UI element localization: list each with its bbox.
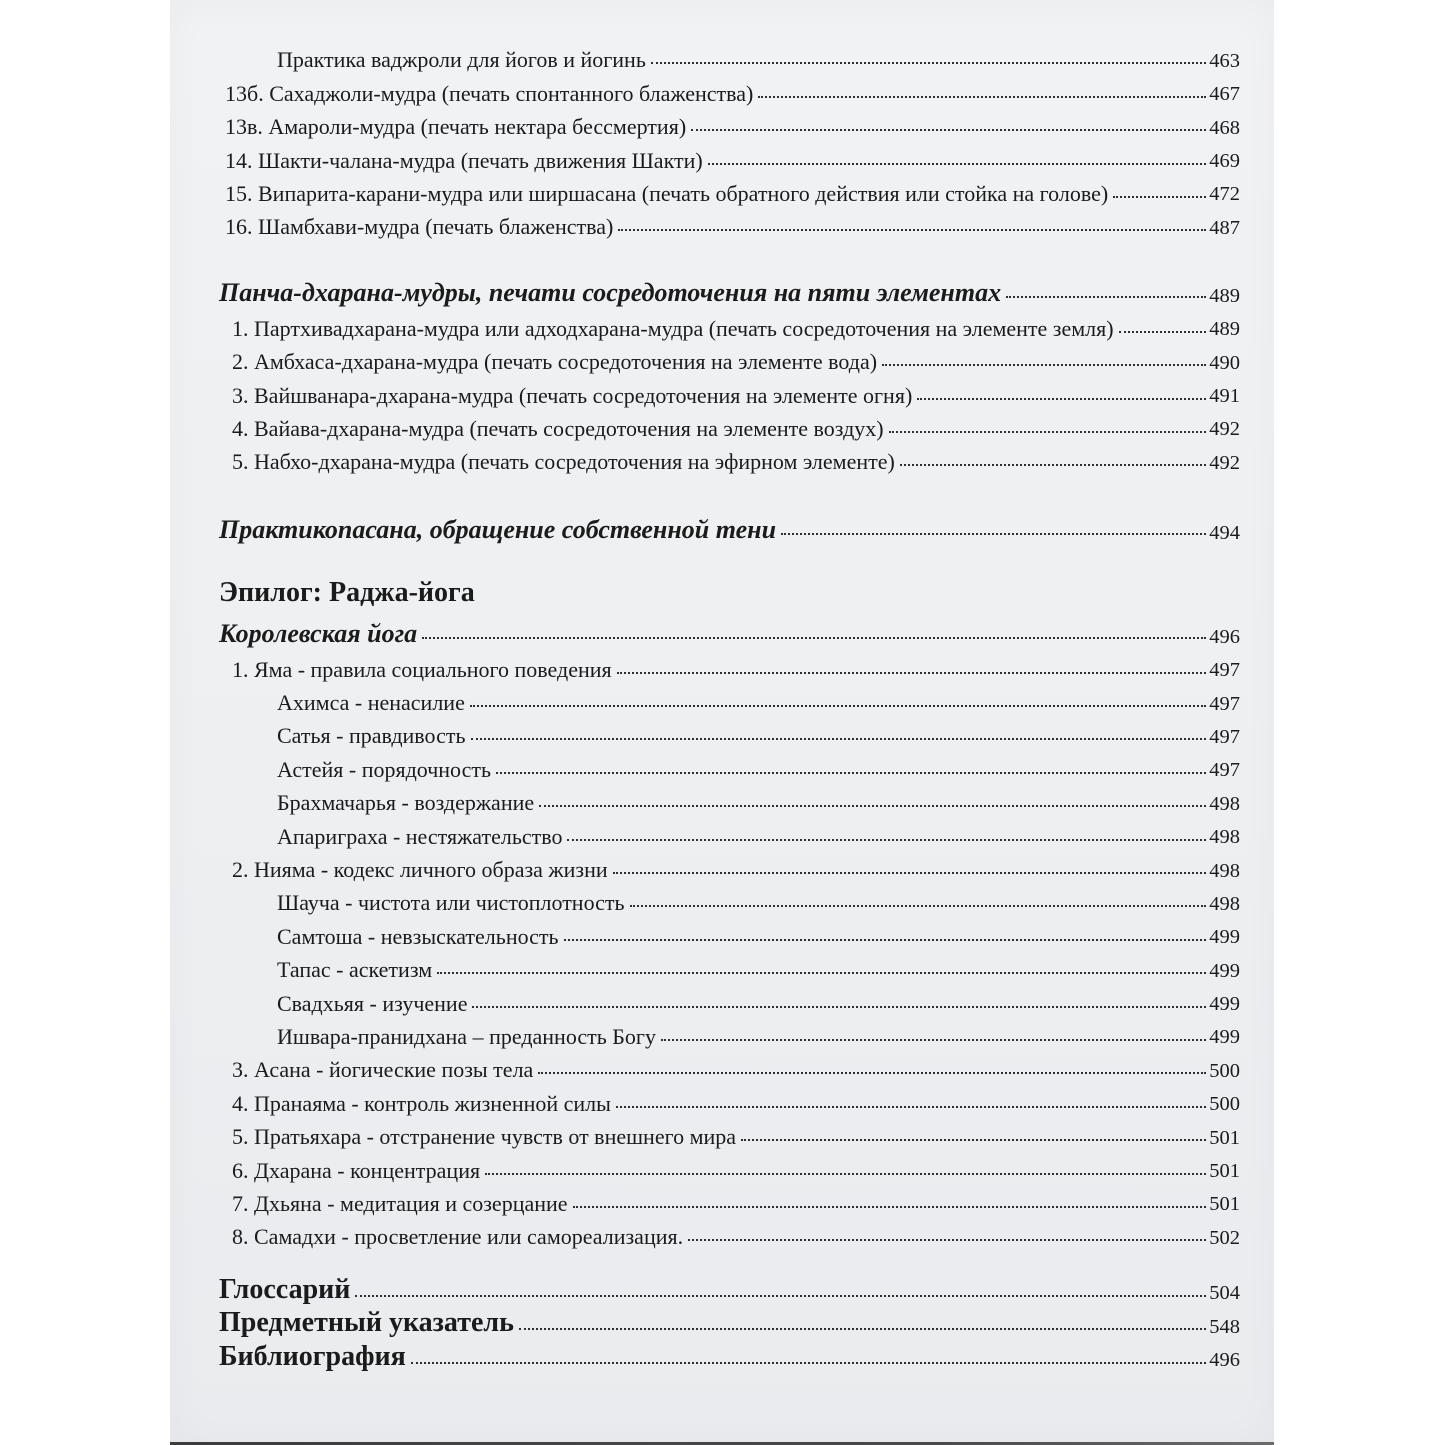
toc-page-number: 501	[1209, 1160, 1240, 1183]
toc-page-number: 499	[1209, 993, 1240, 1016]
toc-entry-label: Апариграха - нестяжательство	[277, 823, 563, 849]
toc-entry-label: 13в. Амароли-мудра (печать нектара бессмертия)	[225, 114, 687, 140]
toc-page-number: 489	[1209, 318, 1240, 341]
toc-row	[219, 306, 1240, 339]
toc-heading-label: Предметный указатель	[219, 1307, 514, 1339]
toc-row	[219, 848, 1240, 881]
toc-entry-label: 8. Самадхи - просветление или самореализация.	[232, 1224, 684, 1250]
dot-leader	[564, 939, 1207, 941]
toc-row	[219, 38, 1240, 71]
toc-entry-label: Тапас - аскетизм	[277, 957, 433, 983]
spacer	[219, 1248, 1240, 1270]
dot-leader	[651, 62, 1206, 64]
toc-entry-label: 13б. Сахаджоли-мудра (печать спонтанного блаженства)	[225, 80, 754, 106]
toc-backmatter-heading	[219, 1304, 1240, 1338]
toc-backmatter-heading	[219, 1270, 1240, 1304]
toc-entry-label: 7. Дхьяна - медитация и созерцание	[232, 1190, 568, 1216]
toc-heading-label: Практикопасана, обращение собственной тени	[219, 515, 777, 545]
dot-leader	[538, 1072, 1206, 1074]
toc-section-heading	[219, 607, 1240, 647]
toc-entry-label: 5. Набхо-дхарана-мудра (печать сосредоточения на эфирном элементе)	[232, 449, 895, 475]
toc-page-number: 497	[1209, 725, 1240, 748]
dot-leader	[422, 637, 1206, 639]
toc-entry-label: 3. Вайшванара-дхарана-мудра (печать сосредоточения на элементе огня)	[232, 382, 913, 408]
toc-row	[219, 1048, 1240, 1081]
table-of-contents	[219, 38, 1240, 1371]
toc-entry-label: Ахимса - ненасилие	[277, 690, 465, 716]
dot-leader	[781, 533, 1206, 535]
toc-entry-label: Самтоша - невзыскательность	[277, 923, 559, 949]
dot-leader	[616, 1106, 1206, 1108]
toc-page-number: 496	[1209, 1349, 1240, 1372]
dot-leader	[882, 364, 1206, 366]
dot-leader	[519, 1328, 1206, 1330]
toc-section-heading	[219, 264, 1240, 306]
toc-entry-label: 1. Партхивадхарана-мудра или адходхарана-мудра (печать сосредоточения на элементе земля)	[232, 315, 1114, 341]
toc-page-number: 497	[1209, 759, 1240, 782]
toc-row	[219, 1148, 1240, 1181]
toc-row	[219, 205, 1240, 238]
dot-leader	[630, 905, 1207, 907]
dot-leader	[411, 1362, 1207, 1364]
toc-row	[219, 814, 1240, 847]
dot-leader	[708, 163, 1207, 165]
toc-page-number: 467	[1209, 83, 1240, 106]
toc-row	[219, 948, 1240, 981]
dot-leader	[900, 464, 1206, 466]
toc-page-number: 548	[1209, 1315, 1240, 1338]
dot-leader	[437, 972, 1206, 974]
toc-heading-label: Глоссарий	[219, 1273, 351, 1305]
toc-entry-label: 2. Амбхаса-дхарана-мудра (печать сосредоточения на элементе вода)	[232, 349, 878, 375]
toc-row	[219, 172, 1240, 205]
toc-page-number: 499	[1209, 926, 1240, 949]
toc-entry-label: 6. Дхарана - концентрация	[232, 1157, 481, 1183]
toc-heading-label: Панча-дхарана-мудры, печати сосредоточения на пяти элементах	[219, 278, 1002, 308]
toc-epilogue-heading	[219, 563, 1240, 607]
dot-leader	[1119, 331, 1207, 333]
dot-leader	[573, 1206, 1207, 1208]
toc-entry-label: Ишвара-пранидхана – преданность Богу	[277, 1023, 656, 1049]
toc-page-number: 500	[1209, 1059, 1240, 1082]
toc-row	[219, 105, 1240, 138]
toc-entry-label: Брахмачарья - воздержание	[277, 790, 535, 816]
dot-leader	[1113, 196, 1206, 198]
toc-row	[219, 714, 1240, 747]
toc-page-number: 498	[1209, 859, 1240, 882]
toc-page-number: 498	[1209, 826, 1240, 849]
toc-row	[219, 647, 1240, 680]
dot-leader	[567, 839, 1206, 841]
dot-leader	[691, 129, 1206, 131]
toc-entry-label: 3. Асана - йогические позы тела	[232, 1057, 534, 1083]
dot-leader	[613, 872, 1207, 874]
dot-leader	[917, 398, 1206, 400]
toc-page-number: 494	[1209, 521, 1240, 544]
dot-leader	[471, 738, 1207, 740]
spacer	[219, 543, 1240, 563]
toc-row	[219, 407, 1240, 440]
toc-row	[219, 1081, 1240, 1114]
toc-row	[219, 681, 1240, 714]
toc-entry-label: 14. Шакти-чалана-мудра (печать движения Шакти)	[225, 147, 703, 173]
toc-page-number: 498	[1209, 792, 1240, 815]
dot-leader	[889, 431, 1207, 433]
toc-row	[219, 138, 1240, 171]
dot-leader	[618, 229, 1206, 231]
toc-heading-label: Эпилог: Раджа-йога	[219, 577, 475, 609]
toc-entry-label: 1. Яма - правила социального поведения	[232, 656, 612, 682]
toc-row	[219, 1015, 1240, 1048]
toc-row	[219, 881, 1240, 914]
toc-row	[219, 981, 1240, 1014]
toc-entry-label: 16. Шамбхави-мудра (печать блаженства)	[225, 214, 614, 240]
toc-row	[219, 914, 1240, 947]
toc-page-number: 487	[1209, 216, 1240, 239]
toc-page-number: 490	[1209, 351, 1240, 374]
toc-row	[219, 340, 1240, 373]
toc-entry-label: Сатья - правдивость	[277, 723, 466, 749]
toc-page-number: 468	[1209, 116, 1240, 139]
toc-row	[219, 1215, 1240, 1248]
toc-page-number: 497	[1209, 659, 1240, 682]
toc-row	[219, 1115, 1240, 1148]
toc-row	[219, 71, 1240, 104]
toc-entry-label: 4. Вайава-дхарана-мудра (печать сосредоточения на элементе воздух)	[232, 415, 884, 441]
toc-page-number: 504	[1209, 1282, 1240, 1305]
toc-entry-label: Шауча - чистота или чистоплотность	[277, 890, 625, 916]
toc-entry-label: 2. Нияма - кодекс личного образа жизни	[232, 857, 608, 883]
toc-page-number: 492	[1209, 418, 1240, 441]
book-page	[170, 0, 1274, 1445]
toc-entry-label: 4. Пранаяма - контроль жизненной силы	[232, 1090, 611, 1116]
dot-leader	[741, 1139, 1206, 1141]
toc-page-number: 489	[1209, 284, 1240, 307]
toc-page-number: 491	[1209, 385, 1240, 408]
spacer	[219, 473, 1240, 501]
toc-backmatter-heading	[219, 1337, 1240, 1371]
toc-entry-label: 5. Пратьяхара - отстранение чувств от внешнего мира	[232, 1124, 737, 1150]
toc-section-heading	[219, 501, 1240, 543]
dot-leader	[485, 1173, 1206, 1175]
toc-page-number: 472	[1209, 183, 1240, 206]
toc-row	[219, 440, 1240, 473]
toc-row	[219, 747, 1240, 780]
toc-page-number: 499	[1209, 959, 1240, 982]
toc-page-number: 501	[1209, 1193, 1240, 1216]
toc-page-number: 500	[1209, 1093, 1240, 1116]
dot-leader	[617, 672, 1207, 674]
toc-row	[219, 1182, 1240, 1215]
toc-page-number: 501	[1209, 1126, 1240, 1149]
toc-page-number: 492	[1209, 451, 1240, 474]
toc-page-number: 502	[1209, 1226, 1240, 1249]
toc-row	[219, 781, 1240, 814]
toc-page-number: 497	[1209, 692, 1240, 715]
toc-page-number: 499	[1209, 1026, 1240, 1049]
toc-page-number: 498	[1209, 892, 1240, 915]
toc-heading-label: Королевская йога	[219, 619, 418, 649]
dot-leader	[758, 96, 1206, 98]
dot-leader	[539, 805, 1206, 807]
toc-page-number: 496	[1209, 625, 1240, 648]
dot-leader	[472, 1006, 1206, 1008]
spacer	[219, 238, 1240, 264]
toc-entry-label: Астейя - порядочность	[277, 756, 492, 782]
dot-leader	[470, 705, 1206, 707]
dot-leader	[661, 1039, 1206, 1041]
toc-entry-label: Практика ваджроли для йогов и йогинь	[277, 47, 646, 73]
dot-leader	[688, 1239, 1206, 1241]
dot-leader	[1006, 296, 1206, 298]
toc-entry-label: 15. Випарита-карани-мудра или ширшасана (печать обратного действия или стойка на голове)	[225, 180, 1109, 206]
toc-row	[219, 373, 1240, 406]
toc-page-number: 463	[1209, 49, 1240, 72]
toc-heading-label: Библиография	[219, 1340, 406, 1372]
toc-entry-label: Свадхьяя - изучение	[277, 990, 468, 1016]
toc-page-number: 469	[1209, 150, 1240, 173]
dot-leader	[355, 1295, 1206, 1297]
dot-leader	[496, 772, 1206, 774]
